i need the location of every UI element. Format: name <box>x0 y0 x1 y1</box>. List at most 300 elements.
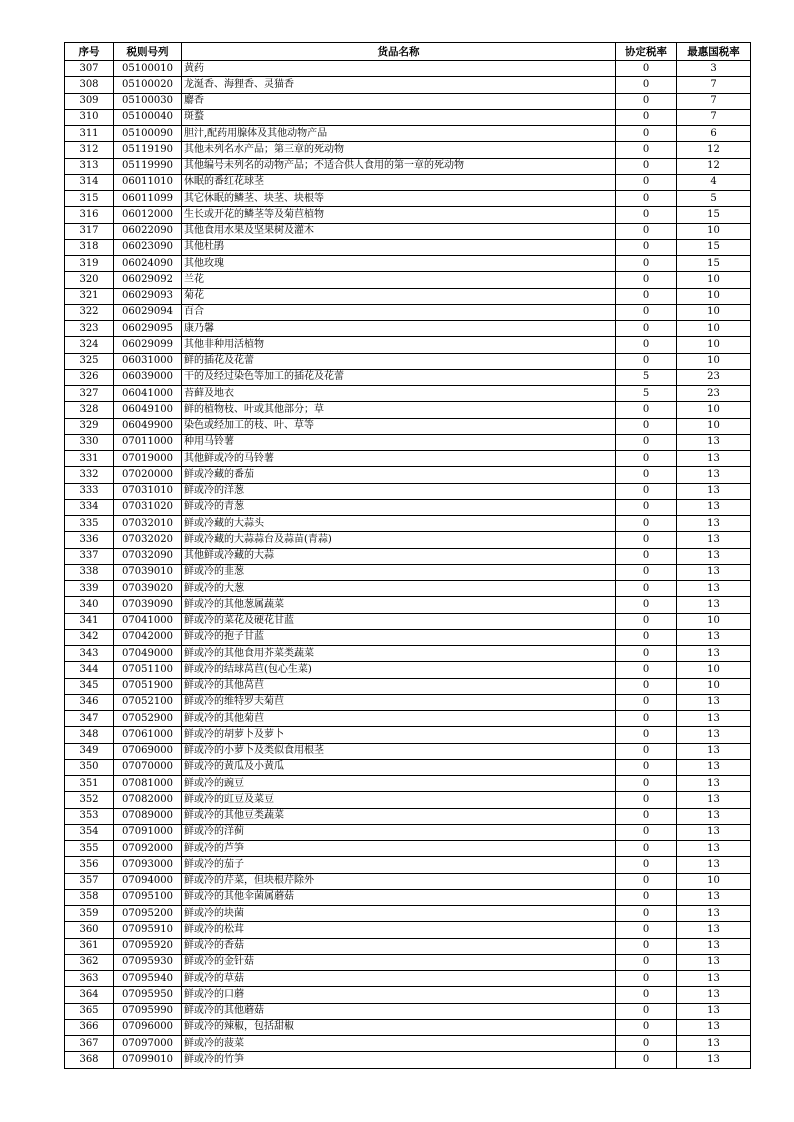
row-goods-name: 鲜或冷的结球莴苣(包心生菜) <box>182 662 616 678</box>
table-row <box>65 987 751 1003</box>
row-agreement-rate: 5 <box>616 369 677 385</box>
row-agreement-rate: 0 <box>616 971 677 987</box>
row-goods-name: 鲜或冷的香菇 <box>182 938 616 954</box>
table-row <box>65 434 751 450</box>
row-seq: 354 <box>65 824 114 840</box>
row-goods-name: 鲜或冷的金针菇 <box>182 954 616 970</box>
row-mfn-rate: 13 <box>677 1036 751 1052</box>
row-seq: 361 <box>65 938 114 954</box>
table-row <box>65 678 751 694</box>
table-row <box>65 532 751 548</box>
row-tariff-code: 06029093 <box>114 288 182 304</box>
row-mfn-rate: 10 <box>677 402 751 418</box>
row-goods-name: 康乃馨 <box>182 321 616 337</box>
row-seq: 364 <box>65 987 114 1003</box>
row-tariff-code: 05100030 <box>114 93 182 109</box>
row-agreement-rate: 0 <box>616 174 677 190</box>
row-seq: 338 <box>65 564 114 580</box>
table-row <box>65 564 751 580</box>
row-tariff-code: 07093000 <box>114 857 182 873</box>
row-tariff-code: 06049100 <box>114 402 182 418</box>
row-goods-name: 鲜或冷的菠菜 <box>182 1036 616 1052</box>
row-seq: 316 <box>65 207 114 223</box>
row-agreement-rate: 5 <box>616 386 677 402</box>
table-row <box>65 353 751 369</box>
row-agreement-rate: 0 <box>616 223 677 239</box>
row-mfn-rate: 13 <box>677 597 751 613</box>
table-row <box>65 483 751 499</box>
header-tariff-code: 税则号列 <box>114 43 182 61</box>
table-row <box>65 386 751 402</box>
row-seq: 320 <box>65 272 114 288</box>
row-mfn-rate: 10 <box>677 288 751 304</box>
row-tariff-code: 07049000 <box>114 646 182 662</box>
table-row <box>65 77 751 93</box>
header-mfn-rate: 最惠国税率 <box>677 43 751 61</box>
table-row <box>65 61 751 77</box>
row-seq: 309 <box>65 93 114 109</box>
row-mfn-rate: 23 <box>677 369 751 385</box>
row-mfn-rate: 13 <box>677 646 751 662</box>
row-tariff-code: 07092000 <box>114 841 182 857</box>
row-goods-name: 鲜或冷的其他菊苣 <box>182 711 616 727</box>
row-agreement-rate: 0 <box>616 207 677 223</box>
row-goods-name: 其他食用水果及坚果树及灌木 <box>182 223 616 239</box>
row-mfn-rate: 10 <box>677 613 751 629</box>
row-mfn-rate: 7 <box>677 77 751 93</box>
row-agreement-rate: 0 <box>616 629 677 645</box>
row-mfn-rate: 10 <box>677 272 751 288</box>
table-row <box>65 662 751 678</box>
header-agreement-rate: 协定税率 <box>616 43 677 61</box>
table-row <box>65 971 751 987</box>
row-agreement-rate: 0 <box>616 516 677 532</box>
row-agreement-rate: 0 <box>616 402 677 418</box>
row-agreement-rate: 0 <box>616 646 677 662</box>
row-mfn-rate: 10 <box>677 418 751 434</box>
table-row <box>65 581 751 597</box>
row-seq: 368 <box>65 1052 114 1068</box>
row-tariff-code: 07095100 <box>114 889 182 905</box>
row-mfn-rate: 13 <box>677 987 751 1003</box>
row-seq: 347 <box>65 711 114 727</box>
row-agreement-rate: 0 <box>616 256 677 272</box>
row-seq: 333 <box>65 483 114 499</box>
row-mfn-rate: 13 <box>677 1052 751 1068</box>
row-mfn-rate: 13 <box>677 711 751 727</box>
row-agreement-rate: 0 <box>616 938 677 954</box>
row-seq: 365 <box>65 1003 114 1019</box>
row-mfn-rate: 5 <box>677 191 751 207</box>
row-mfn-rate: 10 <box>677 353 751 369</box>
row-tariff-code: 07011000 <box>114 434 182 450</box>
row-goods-name: 鲜的植物枝、叶或其他部分；草 <box>182 402 616 418</box>
row-seq: 348 <box>65 727 114 743</box>
row-mfn-rate: 10 <box>677 321 751 337</box>
row-seq: 367 <box>65 1036 114 1052</box>
row-goods-name: 鲜或冷藏的番茄 <box>182 467 616 483</box>
row-goods-name: 鲜或冷的辣椒，包括甜椒 <box>182 1019 616 1035</box>
row-tariff-code: 06029095 <box>114 321 182 337</box>
row-seq: 319 <box>65 256 114 272</box>
table-row <box>65 711 751 727</box>
row-seq: 310 <box>65 109 114 125</box>
row-goods-name: 其他鲜或冷藏的大蒜 <box>182 548 616 564</box>
table-row <box>65 304 751 320</box>
row-agreement-rate: 0 <box>616 1052 677 1068</box>
table-row <box>65 142 751 158</box>
row-goods-name: 鲜或冷的青葱 <box>182 499 616 515</box>
row-seq: 350 <box>65 759 114 775</box>
row-agreement-rate: 0 <box>616 288 677 304</box>
row-seq: 318 <box>65 239 114 255</box>
table-row <box>65 841 751 857</box>
row-tariff-code: 07031010 <box>114 483 182 499</box>
row-seq: 340 <box>65 597 114 613</box>
row-goods-name: 鲜或冷的芹菜，但块根芹除外 <box>182 873 616 889</box>
row-seq: 324 <box>65 337 114 353</box>
row-agreement-rate: 0 <box>616 93 677 109</box>
row-seq: 327 <box>65 386 114 402</box>
row-tariff-code: 07095990 <box>114 1003 182 1019</box>
row-tariff-code: 07096000 <box>114 1019 182 1035</box>
row-agreement-rate: 0 <box>616 434 677 450</box>
row-seq: 337 <box>65 548 114 564</box>
row-agreement-rate: 0 <box>616 743 677 759</box>
row-agreement-rate: 0 <box>616 1036 677 1052</box>
row-mfn-rate: 10 <box>677 337 751 353</box>
row-mfn-rate: 13 <box>677 938 751 954</box>
row-tariff-code: 07032020 <box>114 532 182 548</box>
row-mfn-rate: 13 <box>677 971 751 987</box>
table-row <box>65 857 751 873</box>
table-row <box>65 873 751 889</box>
row-agreement-rate: 0 <box>616 451 677 467</box>
row-tariff-code: 06029094 <box>114 304 182 320</box>
row-agreement-rate: 0 <box>616 987 677 1003</box>
table-row <box>65 597 751 613</box>
row-agreement-rate: 0 <box>616 109 677 125</box>
row-goods-name: 鲜或冷的松茸 <box>182 922 616 938</box>
table-row <box>65 613 751 629</box>
table-row <box>65 158 751 174</box>
row-agreement-rate: 0 <box>616 61 677 77</box>
row-agreement-rate: 0 <box>616 954 677 970</box>
row-agreement-rate: 0 <box>616 321 677 337</box>
row-seq: 314 <box>65 174 114 190</box>
row-seq: 355 <box>65 841 114 857</box>
row-seq: 351 <box>65 776 114 792</box>
row-mfn-rate: 13 <box>677 889 751 905</box>
row-goods-name: 鲜或冷的洋蓟 <box>182 824 616 840</box>
row-goods-name: 休眠的番红花球茎 <box>182 174 616 190</box>
row-goods-name: 鲜或冷的其他莴苣 <box>182 678 616 694</box>
table-body <box>65 61 751 1069</box>
row-goods-name: 鲜或冷的豌豆 <box>182 776 616 792</box>
row-goods-name: 鲜或冷的其他蘑菇 <box>182 1003 616 1019</box>
row-agreement-rate: 0 <box>616 711 677 727</box>
row-seq: 357 <box>65 873 114 889</box>
table-row <box>65 759 751 775</box>
table-row <box>65 808 751 824</box>
table-row <box>65 239 751 255</box>
row-tariff-code: 05100020 <box>114 77 182 93</box>
row-goods-name: 鲜或冷的抱子甘蓝 <box>182 629 616 645</box>
table-row <box>65 93 751 109</box>
row-seq: 336 <box>65 532 114 548</box>
row-agreement-rate: 0 <box>616 727 677 743</box>
row-goods-name: 鲜或冷藏的大蒜头 <box>182 516 616 532</box>
table-row <box>65 792 751 808</box>
row-goods-name: 鲜或冷的大葱 <box>182 581 616 597</box>
row-mfn-rate: 10 <box>677 223 751 239</box>
row-tariff-code: 06049900 <box>114 418 182 434</box>
row-goods-name: 兰花 <box>182 272 616 288</box>
row-tariff-code: 06024090 <box>114 256 182 272</box>
row-seq: 312 <box>65 142 114 158</box>
row-tariff-code: 07081000 <box>114 776 182 792</box>
row-mfn-rate: 13 <box>677 857 751 873</box>
row-agreement-rate: 0 <box>616 418 677 434</box>
row-tariff-code: 06029099 <box>114 337 182 353</box>
row-mfn-rate: 10 <box>677 873 751 889</box>
row-agreement-rate: 0 <box>616 694 677 710</box>
row-mfn-rate: 12 <box>677 142 751 158</box>
row-agreement-rate: 0 <box>616 662 677 678</box>
row-agreement-rate: 0 <box>616 613 677 629</box>
row-seq: 315 <box>65 191 114 207</box>
row-goods-name: 鲜或冷的豇豆及菜豆 <box>182 792 616 808</box>
row-goods-name: 鲜或冷的竹笋 <box>182 1052 616 1068</box>
row-tariff-code: 07019000 <box>114 451 182 467</box>
row-seq: 344 <box>65 662 114 678</box>
table-row <box>65 1019 751 1035</box>
header-row <box>65 43 751 61</box>
row-seq: 317 <box>65 223 114 239</box>
table-row <box>65 288 751 304</box>
row-tariff-code: 06011010 <box>114 174 182 190</box>
row-goods-name: 鲜或冷的块菌 <box>182 906 616 922</box>
row-goods-name: 染色或经加工的枝、叶、草等 <box>182 418 616 434</box>
row-tariff-code: 07031020 <box>114 499 182 515</box>
table-row <box>65 1052 751 1068</box>
row-mfn-rate: 6 <box>677 126 751 142</box>
table-row <box>65 402 751 418</box>
table-row <box>65 629 751 645</box>
row-tariff-code: 07095950 <box>114 987 182 1003</box>
row-seq: 323 <box>65 321 114 337</box>
row-goods-name: 鲜或冷的口蘑 <box>182 987 616 1003</box>
row-agreement-rate: 0 <box>616 77 677 93</box>
table-row <box>65 824 751 840</box>
row-mfn-rate: 13 <box>677 548 751 564</box>
row-goods-name: 鲜或冷藏的大蒜蒜台及蒜苗(青蒜) <box>182 532 616 548</box>
table-row <box>65 516 751 532</box>
row-tariff-code: 06031000 <box>114 353 182 369</box>
row-goods-name: 种用马铃薯 <box>182 434 616 450</box>
row-goods-name: 菊花 <box>182 288 616 304</box>
table-row <box>65 191 751 207</box>
header-seq: 序号 <box>65 43 114 61</box>
row-tariff-code: 07099010 <box>114 1052 182 1068</box>
row-mfn-rate: 13 <box>677 483 751 499</box>
row-agreement-rate: 0 <box>616 564 677 580</box>
row-tariff-code: 06022090 <box>114 223 182 239</box>
row-agreement-rate: 0 <box>616 1019 677 1035</box>
table-row <box>65 337 751 353</box>
table-row <box>65 207 751 223</box>
table-row <box>65 1036 751 1052</box>
row-goods-name: 鲜或冷的其他豆类蔬菜 <box>182 808 616 824</box>
row-mfn-rate: 13 <box>677 727 751 743</box>
row-goods-name: 其他鲜或冷的马铃薯 <box>182 451 616 467</box>
row-mfn-rate: 13 <box>677 1019 751 1035</box>
row-goods-name: 鲜或冷的小萝卜及类似食用根茎 <box>182 743 616 759</box>
table-row <box>65 126 751 142</box>
row-tariff-code: 06029092 <box>114 272 182 288</box>
row-goods-name: 斑蝥 <box>182 109 616 125</box>
row-mfn-rate: 3 <box>677 61 751 77</box>
row-tariff-code: 05100040 <box>114 109 182 125</box>
row-goods-name: 其他非种用活植物 <box>182 337 616 353</box>
row-goods-name: 干的及经过染色等加工的插花及花蕾 <box>182 369 616 385</box>
row-agreement-rate: 0 <box>616 467 677 483</box>
row-mfn-rate: 13 <box>677 629 751 645</box>
table-row <box>65 743 751 759</box>
header-goods-name: 货品名称 <box>182 43 616 61</box>
row-seq: 308 <box>65 77 114 93</box>
row-goods-name: 黄药 <box>182 61 616 77</box>
row-goods-name: 鲜或冷的菜花及硬花甘蓝 <box>182 613 616 629</box>
row-mfn-rate: 23 <box>677 386 751 402</box>
row-mfn-rate: 13 <box>677 434 751 450</box>
table-row <box>65 548 751 564</box>
row-agreement-rate: 0 <box>616 353 677 369</box>
row-agreement-rate: 0 <box>616 759 677 775</box>
table-row <box>65 369 751 385</box>
tariff-table <box>64 42 751 1069</box>
row-tariff-code: 07089000 <box>114 808 182 824</box>
row-mfn-rate: 10 <box>677 304 751 320</box>
table-row <box>65 256 751 272</box>
row-agreement-rate: 0 <box>616 841 677 857</box>
row-mfn-rate: 13 <box>677 824 751 840</box>
row-goods-name: 其他玫瑰 <box>182 256 616 272</box>
row-agreement-rate: 0 <box>616 158 677 174</box>
row-goods-name: 鲜或冷的韭葱 <box>182 564 616 580</box>
row-tariff-code: 07052900 <box>114 711 182 727</box>
row-mfn-rate: 13 <box>677 954 751 970</box>
row-tariff-code: 05100010 <box>114 61 182 77</box>
row-tariff-code: 07070000 <box>114 759 182 775</box>
row-agreement-rate: 0 <box>616 1003 677 1019</box>
row-mfn-rate: 13 <box>677 743 751 759</box>
row-mfn-rate: 12 <box>677 158 751 174</box>
row-mfn-rate: 13 <box>677 922 751 938</box>
row-mfn-rate: 13 <box>677 467 751 483</box>
row-seq: 307 <box>65 61 114 77</box>
row-mfn-rate: 10 <box>677 678 751 694</box>
row-mfn-rate: 13 <box>677 808 751 824</box>
row-tariff-code: 07020000 <box>114 467 182 483</box>
row-seq: 346 <box>65 694 114 710</box>
row-tariff-code: 07042000 <box>114 629 182 645</box>
row-agreement-rate: 0 <box>616 548 677 564</box>
row-tariff-code: 06041000 <box>114 386 182 402</box>
row-seq: 359 <box>65 906 114 922</box>
row-agreement-rate: 0 <box>616 792 677 808</box>
row-tariff-code: 07039020 <box>114 581 182 597</box>
row-goods-name: 胆汁,配药用腺体及其他动物产品 <box>182 126 616 142</box>
row-tariff-code: 05119990 <box>114 158 182 174</box>
row-seq: 328 <box>65 402 114 418</box>
row-goods-name: 其他编号未列名的动物产品；不适合供人食用的第一章的死动物 <box>182 158 616 174</box>
row-seq: 363 <box>65 971 114 987</box>
row-mfn-rate: 13 <box>677 564 751 580</box>
table-row <box>65 776 751 792</box>
row-mfn-rate: 13 <box>677 532 751 548</box>
row-mfn-rate: 15 <box>677 207 751 223</box>
row-tariff-code: 07051100 <box>114 662 182 678</box>
row-goods-name: 鲜或冷的其他葱属蔬菜 <box>182 597 616 613</box>
row-seq: 326 <box>65 369 114 385</box>
table-row <box>65 954 751 970</box>
row-mfn-rate: 13 <box>677 499 751 515</box>
row-mfn-rate: 13 <box>677 451 751 467</box>
row-tariff-code: 05119190 <box>114 142 182 158</box>
table-row <box>65 727 751 743</box>
row-seq: 360 <box>65 922 114 938</box>
row-goods-name: 鲜或冷的胡萝卜及萝卜 <box>182 727 616 743</box>
row-tariff-code: 06023090 <box>114 239 182 255</box>
row-goods-name: 鲜或冷的其他食用芥菜类蔬菜 <box>182 646 616 662</box>
table-row <box>65 499 751 515</box>
row-tariff-code: 07032090 <box>114 548 182 564</box>
row-tariff-code: 07095930 <box>114 954 182 970</box>
row-goods-name: 鲜或冷的其他伞菌属蘑菇 <box>182 889 616 905</box>
row-agreement-rate: 0 <box>616 532 677 548</box>
row-mfn-rate: 13 <box>677 906 751 922</box>
table-row <box>65 694 751 710</box>
row-seq: 343 <box>65 646 114 662</box>
row-goods-name: 鲜或冷的茄子 <box>182 857 616 873</box>
row-seq: 341 <box>65 613 114 629</box>
row-mfn-rate: 13 <box>677 1003 751 1019</box>
row-tariff-code: 07094000 <box>114 873 182 889</box>
table-row <box>65 109 751 125</box>
row-seq: 334 <box>65 499 114 515</box>
row-agreement-rate: 0 <box>616 597 677 613</box>
row-seq: 342 <box>65 629 114 645</box>
row-agreement-rate: 0 <box>616 142 677 158</box>
row-goods-name: 其他杜鹃 <box>182 239 616 255</box>
row-tariff-code: 07061000 <box>114 727 182 743</box>
row-goods-name: 苔藓及地衣 <box>182 386 616 402</box>
row-seq: 339 <box>65 581 114 597</box>
row-tariff-code: 07069000 <box>114 743 182 759</box>
row-tariff-code: 07082000 <box>114 792 182 808</box>
table-row <box>65 272 751 288</box>
row-seq: 353 <box>65 808 114 824</box>
row-agreement-rate: 0 <box>616 272 677 288</box>
row-goods-name: 其他未列名水产品；第三章的死动物 <box>182 142 616 158</box>
table-row <box>65 418 751 434</box>
row-tariff-code: 06011099 <box>114 191 182 207</box>
table-row <box>65 1003 751 1019</box>
row-agreement-rate: 0 <box>616 889 677 905</box>
row-goods-name: 生长或开花的鳞茎等及菊苣植物 <box>182 207 616 223</box>
row-seq: 366 <box>65 1019 114 1035</box>
